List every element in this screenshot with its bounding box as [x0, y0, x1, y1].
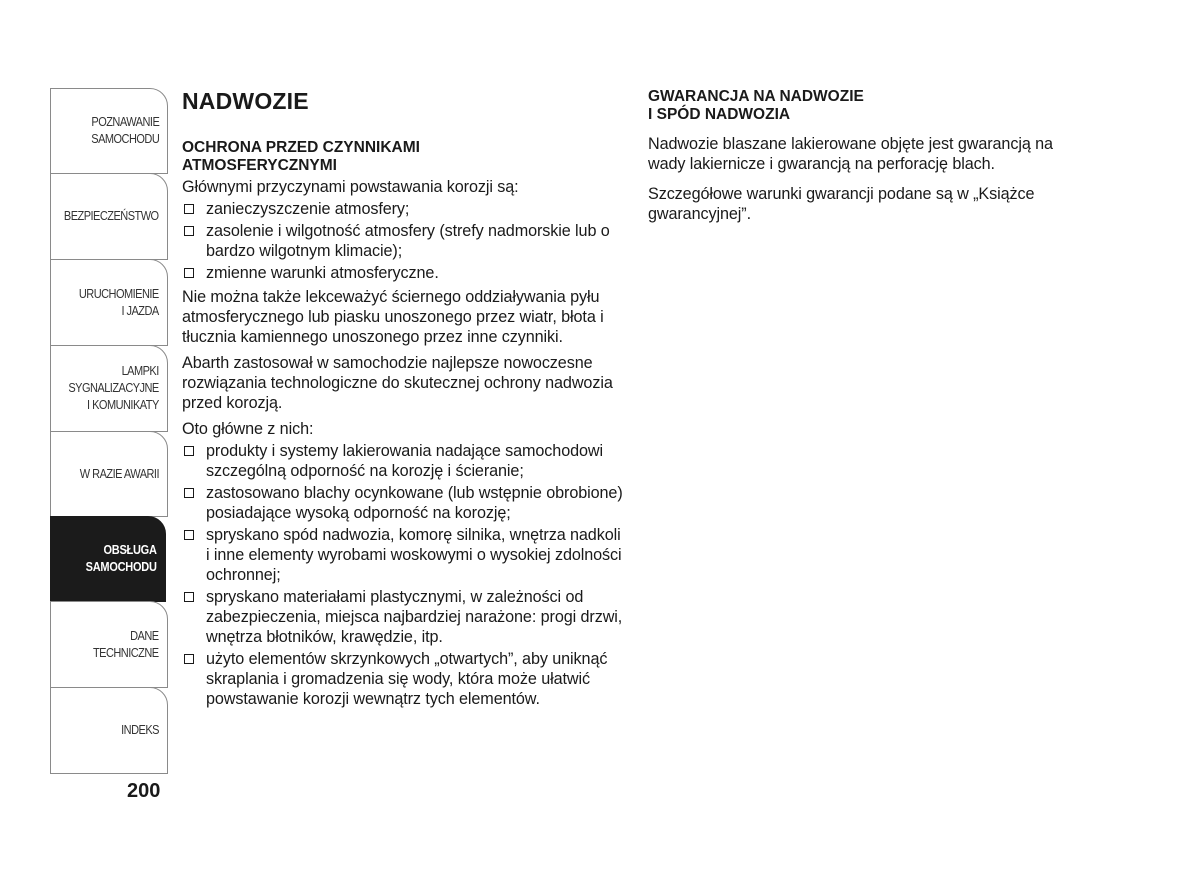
checkbox-bullet-icon — [184, 654, 194, 664]
list-item: zmienne warunki atmosferyczne. — [182, 263, 627, 283]
list-item: spryskano materiałami plastycznymi, w zależności od zabezpieczenia, miejsca najbardziej narażone: progi drzwi, wnętrza błotników, krawędzie, itp. — [182, 587, 627, 647]
page-title: NADWOZIE — [182, 88, 309, 114]
paragraph: Oto główne z nich: — [182, 420, 314, 438]
tab-label: OBSŁUGA SAMOCHODU — [86, 543, 157, 574]
checkbox-bullet-icon — [184, 226, 194, 236]
list-item: użyto elementów skrzynkowych „otwartych”, aby uniknąć skraplania i gromadzenia się wody, która może ułatwić powstawanie korozji wewnątrz tych elementów. — [182, 649, 627, 709]
checkbox-bullet-icon — [184, 268, 194, 278]
paragraph: Abarth zastosował w samochodzie najlepsze nowoczesne rozwiązania technologiczne do skutecznej ochrony nadwozia przed korozją. — [182, 354, 613, 412]
tab-label: DANE TECHNICZNE — [93, 628, 159, 660]
list-item: produkty i systemy lakierowania nadające samochodowi szczególną odporność na korozję i ścieranie; — [182, 441, 627, 481]
list-item: zanieczyszczenie atmosfery; — [182, 199, 627, 219]
paragraph: Szczegółowe warunki gwarancji podane są w „Książce gwarancyjnej”. — [648, 185, 1035, 223]
tab-label: POZNAWANIE SAMOCHODU — [91, 115, 159, 146]
checkbox-bullet-icon — [184, 488, 194, 498]
checkbox-bullet-icon — [184, 446, 194, 456]
tab-uruchomienie-i-jazda[interactable] — [50, 259, 168, 346]
warranty-heading: GWARANCJA NA NADWOZIE I SPÓD NADWOZIA — [648, 88, 864, 123]
tab-poznawanie-samochodu[interactable] — [50, 88, 168, 174]
section-tabs — [50, 88, 168, 773]
checkbox-bullet-icon — [184, 204, 194, 214]
intro-paragraph: Głównymi przyczynami powstawania korozji są: — [182, 178, 519, 196]
tab-w-razie-awarii[interactable] — [50, 431, 168, 517]
tab-indeks[interactable] — [50, 687, 168, 774]
tab-label: URUCHOMIENIE I JAZDA — [79, 286, 159, 318]
section-heading: OCHRONA PRZED CZYNNIKAMI ATMOSFERYCZNYMI — [182, 139, 420, 174]
tab-label: INDEKS — [121, 723, 159, 737]
causes-list — [182, 199, 627, 283]
tab-obsluga-samochodu[interactable] — [50, 516, 166, 602]
tab-dane-techniczne[interactable] — [50, 601, 168, 688]
paragraph: Nie można także lekceważyć ściernego oddziaływania pyłu atmosferycznego lub piasku unoszonego przez wiatr, błota i tłucznia kamiennego unoszonego przez inne czynniki. — [182, 288, 604, 346]
tab-label: LAMPKI SYGNALIZACYJNE I KOMUNIKATY — [68, 364, 159, 412]
list-item: spryskano spód nadwozia, komorę silnika, wnętrza nadkoli i inne elementy wyrobami woskowymi o wysokiej zdolności ochronnej; — [182, 525, 627, 585]
list-item: zasolenie i wilgotność atmosfery (strefy nadmorskie lub o bardzo wilgotnym klimacie); — [182, 221, 627, 261]
list-item: zastosowano blachy ocynkowane (lub wstępnie obrobione) posiadające wysoką odporność na korozję; — [182, 483, 627, 523]
tab-bezpieczenstwo[interactable] — [50, 173, 168, 260]
tab-label: W RAZIE AWARII — [79, 466, 159, 481]
page-number: 200 — [127, 780, 161, 802]
checkbox-bullet-icon — [184, 530, 194, 540]
checkbox-bullet-icon — [184, 592, 194, 602]
tab-lampki-sygnalizacyjne[interactable] — [50, 345, 168, 432]
paragraph: Nadwozie blaszane lakierowane objęte jest gwarancją na wady lakiernicze i gwarancją na perforację blach. — [648, 135, 1053, 173]
left-column — [182, 88, 627, 713]
measures-list — [182, 441, 627, 709]
right-column — [648, 88, 1093, 234]
tab-label: BEZPIECZEŃSTWO — [64, 209, 159, 223]
